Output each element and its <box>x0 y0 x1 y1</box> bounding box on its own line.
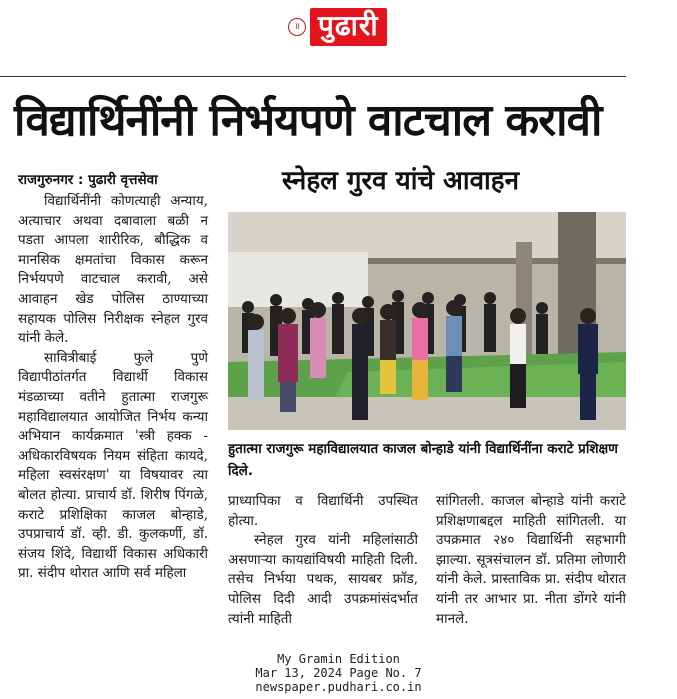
footer-date-page: Mar 13, 2024 Page No. 7 <box>255 666 422 680</box>
pudhari-logo <box>288 8 387 46</box>
masthead <box>0 0 677 76</box>
paragraph-3: स्नेहल गुरव यांनी महिलांसाठी असणाऱ्या कायद्यांविषयी माहिती दिली. तसेच निर्भया पथक, सायबर फ्रॉड, पोलिस दिदी आदी उपक्रमांसंदर्भात त्यांनी माहिती <box>228 532 418 627</box>
subhead: स्नेहल गुरव यांचे आवाहन <box>282 166 520 196</box>
photo-illustration <box>228 212 626 430</box>
dateline: राजगुरुनगर : पुढारी वृत्तसेवा <box>18 172 158 188</box>
emblem-icon: ॥ <box>288 18 306 36</box>
article-column-1 <box>18 192 208 584</box>
headline: विद्यार्थिनींनी निर्भयपणे वाटचाल करावी <box>14 95 602 146</box>
footer-site: newspaper.pudhari.co.in <box>255 680 422 694</box>
logo-text: पुढारी <box>310 8 387 46</box>
photo-caption: हुतात्मा राजगुरू महाविद्यालयात काजल बोन्हाडे यांनी विद्यार्थिनींना कराटे प्रशिक्षण दिले. <box>228 441 618 479</box>
karate-training-photo <box>228 212 626 430</box>
paragraph-2: सावित्रीबाई फुले पुणे विद्यापीठांतर्गत विद्यार्थी विकास मंडळाच्या वतीने हुतात्मा राजगुरू महाविद्यालयात आयोजित निर्भय कन्या अभियान कार्यक्रमात 'स्त्री हक्क - अधिकारविषयक नियम संहिता कायदे, महिला स्वसंरक्षण' या विषयावर त्या बोलत होत्या. प्राचार्य डॉ. शिरीष पिंगळे, कराटे प्रशिक्षिका काजल बोन्हाडे, उपप्राचार्य डॉ. व्ही. डी. कुलकर्णी, डॉ. संजय शिंदे, विद्यार्थी विकास अधिकारी प्रा. संदीप थोरात आणि सर्व महिला <box>18 349 208 582</box>
edition-footer <box>0 652 677 694</box>
paragraph-2-continued: प्राध्यापिका व विद्यार्थिनी उपस्थित होत्या. <box>228 493 418 529</box>
paragraph-1: विद्यार्थिनींनी कोणत्याही अन्याय, अत्याचार अथवा दबावाला बळी न पडता आपला शारीरिक, बौद्धिक व मानसिक क्षमतांचा विकास करून निर्भयपणे वाटचाल करावी, असे आवाहन खेड पोलिस ठाण्याच्या सहायक पोलिस निरीक्षक स्नेहल गुरव यांनी केले. <box>18 193 208 347</box>
article-column-3 <box>436 492 626 629</box>
footer-edition: My Gramin Edition <box>277 652 400 666</box>
masthead-divider <box>0 76 626 77</box>
paragraph-3-continued: सांगितली. काजल बोन्हाडे यांनी कराटे प्रशिक्षणाबद्दल माहिती सांगितली. या उपक्रमात २४० विद्यार्थिनी सहभागी झाल्या. सूत्रसंचालन डॉ. प्रतिमा लोणारी यांनी केले. प्रास्ताविक प्रा. संदीप थोरात यांनी तर आभार प्रा. नीता डोंगरे यांनी मानले. <box>436 493 626 627</box>
article-column-2 <box>228 492 418 629</box>
